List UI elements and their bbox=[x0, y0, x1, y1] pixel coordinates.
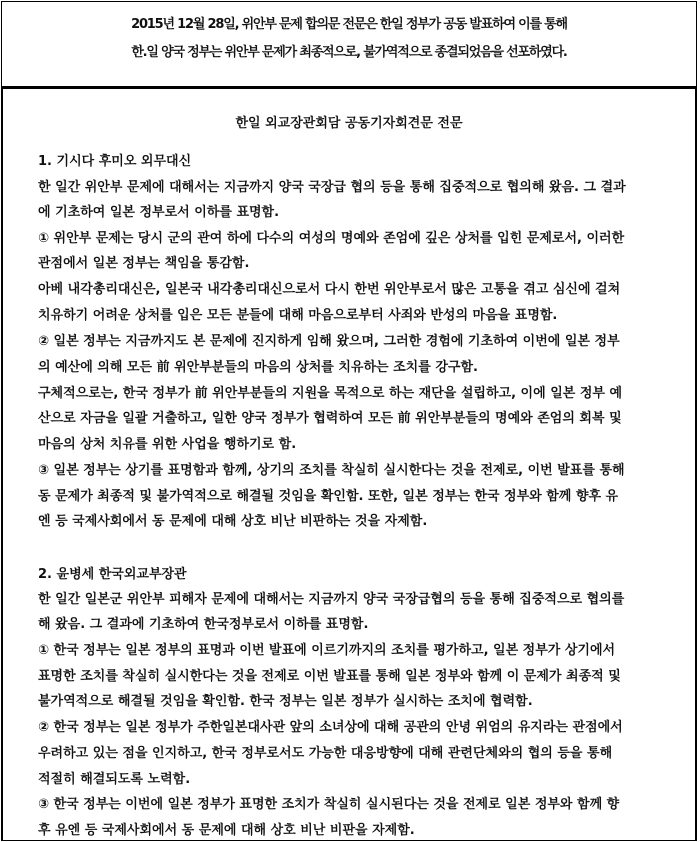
section-1-line: 동 문제가 최종적 및 불가역적으로 해결될 것임을 확인함. 또한, 일본 정부는 한국 정부와 함께 향후 유 bbox=[38, 489, 619, 504]
summary-box bbox=[1, 1, 697, 88]
section-2-heading: 2. 윤병세 한국외교부장관 bbox=[38, 567, 187, 582]
summary-line-1: 2015년 12월 28일, 위안부 문제 합의문 전문은 한일 정부가 공동 발표하여 이를 통해 bbox=[131, 17, 567, 32]
section-1-line: ① 위안부 문제는 당시 군의 관여 하에 다수의 여성의 명예와 존엄에 깊은 상처를 입힌 문제로서, 이러한 bbox=[38, 231, 625, 246]
document-box bbox=[1, 88, 697, 841]
section-1-line: 엔 등 국제사회에서 동 문제에 대해 상호 비난 비판하는 것을 자제함. bbox=[38, 514, 428, 529]
section-1-line: 에 기초하여 일본 정부로서 이하를 표명함. bbox=[38, 205, 280, 220]
section-1-line: 한 일간 위안부 문제에 대해서는 지금까지 양국 국장급 협의 등을 통해 집중적으로 협의해 왔음. 그 결과 bbox=[38, 180, 626, 195]
section-1-line: 관점에서 일본 정부는 책임을 통감함. bbox=[38, 256, 250, 271]
section-2-line: 적절히 해결되도록 노력함. bbox=[38, 772, 191, 787]
section-2-line: 후 유엔 등 국제사회에서 동 문제에 대해 상호 비난 비판을 자제함. bbox=[38, 823, 415, 838]
section-1-line: 마음의 상처 치유를 위한 사업을 행하기로 함. bbox=[38, 437, 297, 452]
section-1-line: 아베 내각총리대신은, 일본국 내각총리대신으로서 다시 한번 위안부로서 많은 고통을 겪고 심신에 걸쳐 bbox=[38, 282, 621, 297]
section-2-line: ① 한국 정부는 일본 정부의 표명과 이번 발표에 이르기까지의 조치를 평가하고, 일본 정부가 상기에서 bbox=[38, 643, 616, 658]
section-1-line: 의 예산에 의해 모든 前 위안부분들의 마음의 상처를 치유하는 조치를 강구함. bbox=[38, 360, 478, 375]
section-2-line: 표명한 조치를 착실히 실시한다는 것을 전제로 이번 발표를 통해 일본 정부와 함께 이 문제가 최종적 및 bbox=[38, 669, 621, 684]
section-2-line: ② 한국 정부는 일본 정부가 주한일본대사관 앞의 소녀상에 대해 공관의 안녕 위엄의 유지라는 관점에서 bbox=[38, 720, 623, 735]
section-2-line: 불가역적으로 해결될 것임을 확인함. 한국 정부는 일본 정부가 실시하는 조치에 협력함. bbox=[38, 694, 533, 709]
section-1-line: 구체적으로는, 한국 정부가 前 위안부분들의 지원을 목적으로 하는 재단을 설립하고, 이에 일본 정부 예 bbox=[38, 386, 623, 401]
summary-line-2: 한.일 양국 정부는 위안부 문제가 최종적으로, 불가역적으로 종결되었음을 선포하였다. bbox=[131, 45, 567, 60]
section-1-line: 치유하기 어려운 상처를 입은 모든 분들에 대해 마음으로부터 사죄와 반성의 마음을 표명함. bbox=[38, 308, 558, 323]
section-2-line: 한 일간 일본군 위안부 피해자 문제에 대해서는 지금까지 양국 국장급협의 등을 통해 집중적으로 협의를 bbox=[38, 592, 625, 607]
section-2-line: 우려하고 있는 점을 인지하고, 한국 정부로서도 가능한 대응방향에 대해 관련단체와의 협의 등을 통해 bbox=[38, 746, 613, 761]
section-1-line: ③ 일본 정부는 상기를 표명함과 함께, 상기의 조치를 착실히 실시한다는 것을 전제로, 이번 발표를 통해 bbox=[38, 463, 625, 478]
section-1-line: ② 일본 정부는 지금까지도 본 문제에 진지하게 임해 왔으며, 그러한 경험에 기초하여 이번에 일본 정부 bbox=[38, 334, 620, 349]
section-1-line: 산으로 자금을 일괄 거출하고, 일한 양국 정부가 협력하여 모든 前 위안부분들의 명예와 존엄의 회복 및 bbox=[38, 411, 622, 426]
section-1-heading: 1. 기시다 후미오 외무대신 bbox=[38, 154, 192, 169]
document-title: 한일 외교장관회담 공동기자회견문 전문 bbox=[235, 116, 463, 131]
section-2-line: 해 왔음. 그 결과에 기초하여 한국정부로서 이하를 표명함. bbox=[38, 617, 369, 632]
section-2-line: ③ 한국 정부는 이번에 일본 정부가 표명한 조치가 착실히 실시된다는 것을 전제로 일본 정부와 함께 향 bbox=[38, 797, 620, 812]
